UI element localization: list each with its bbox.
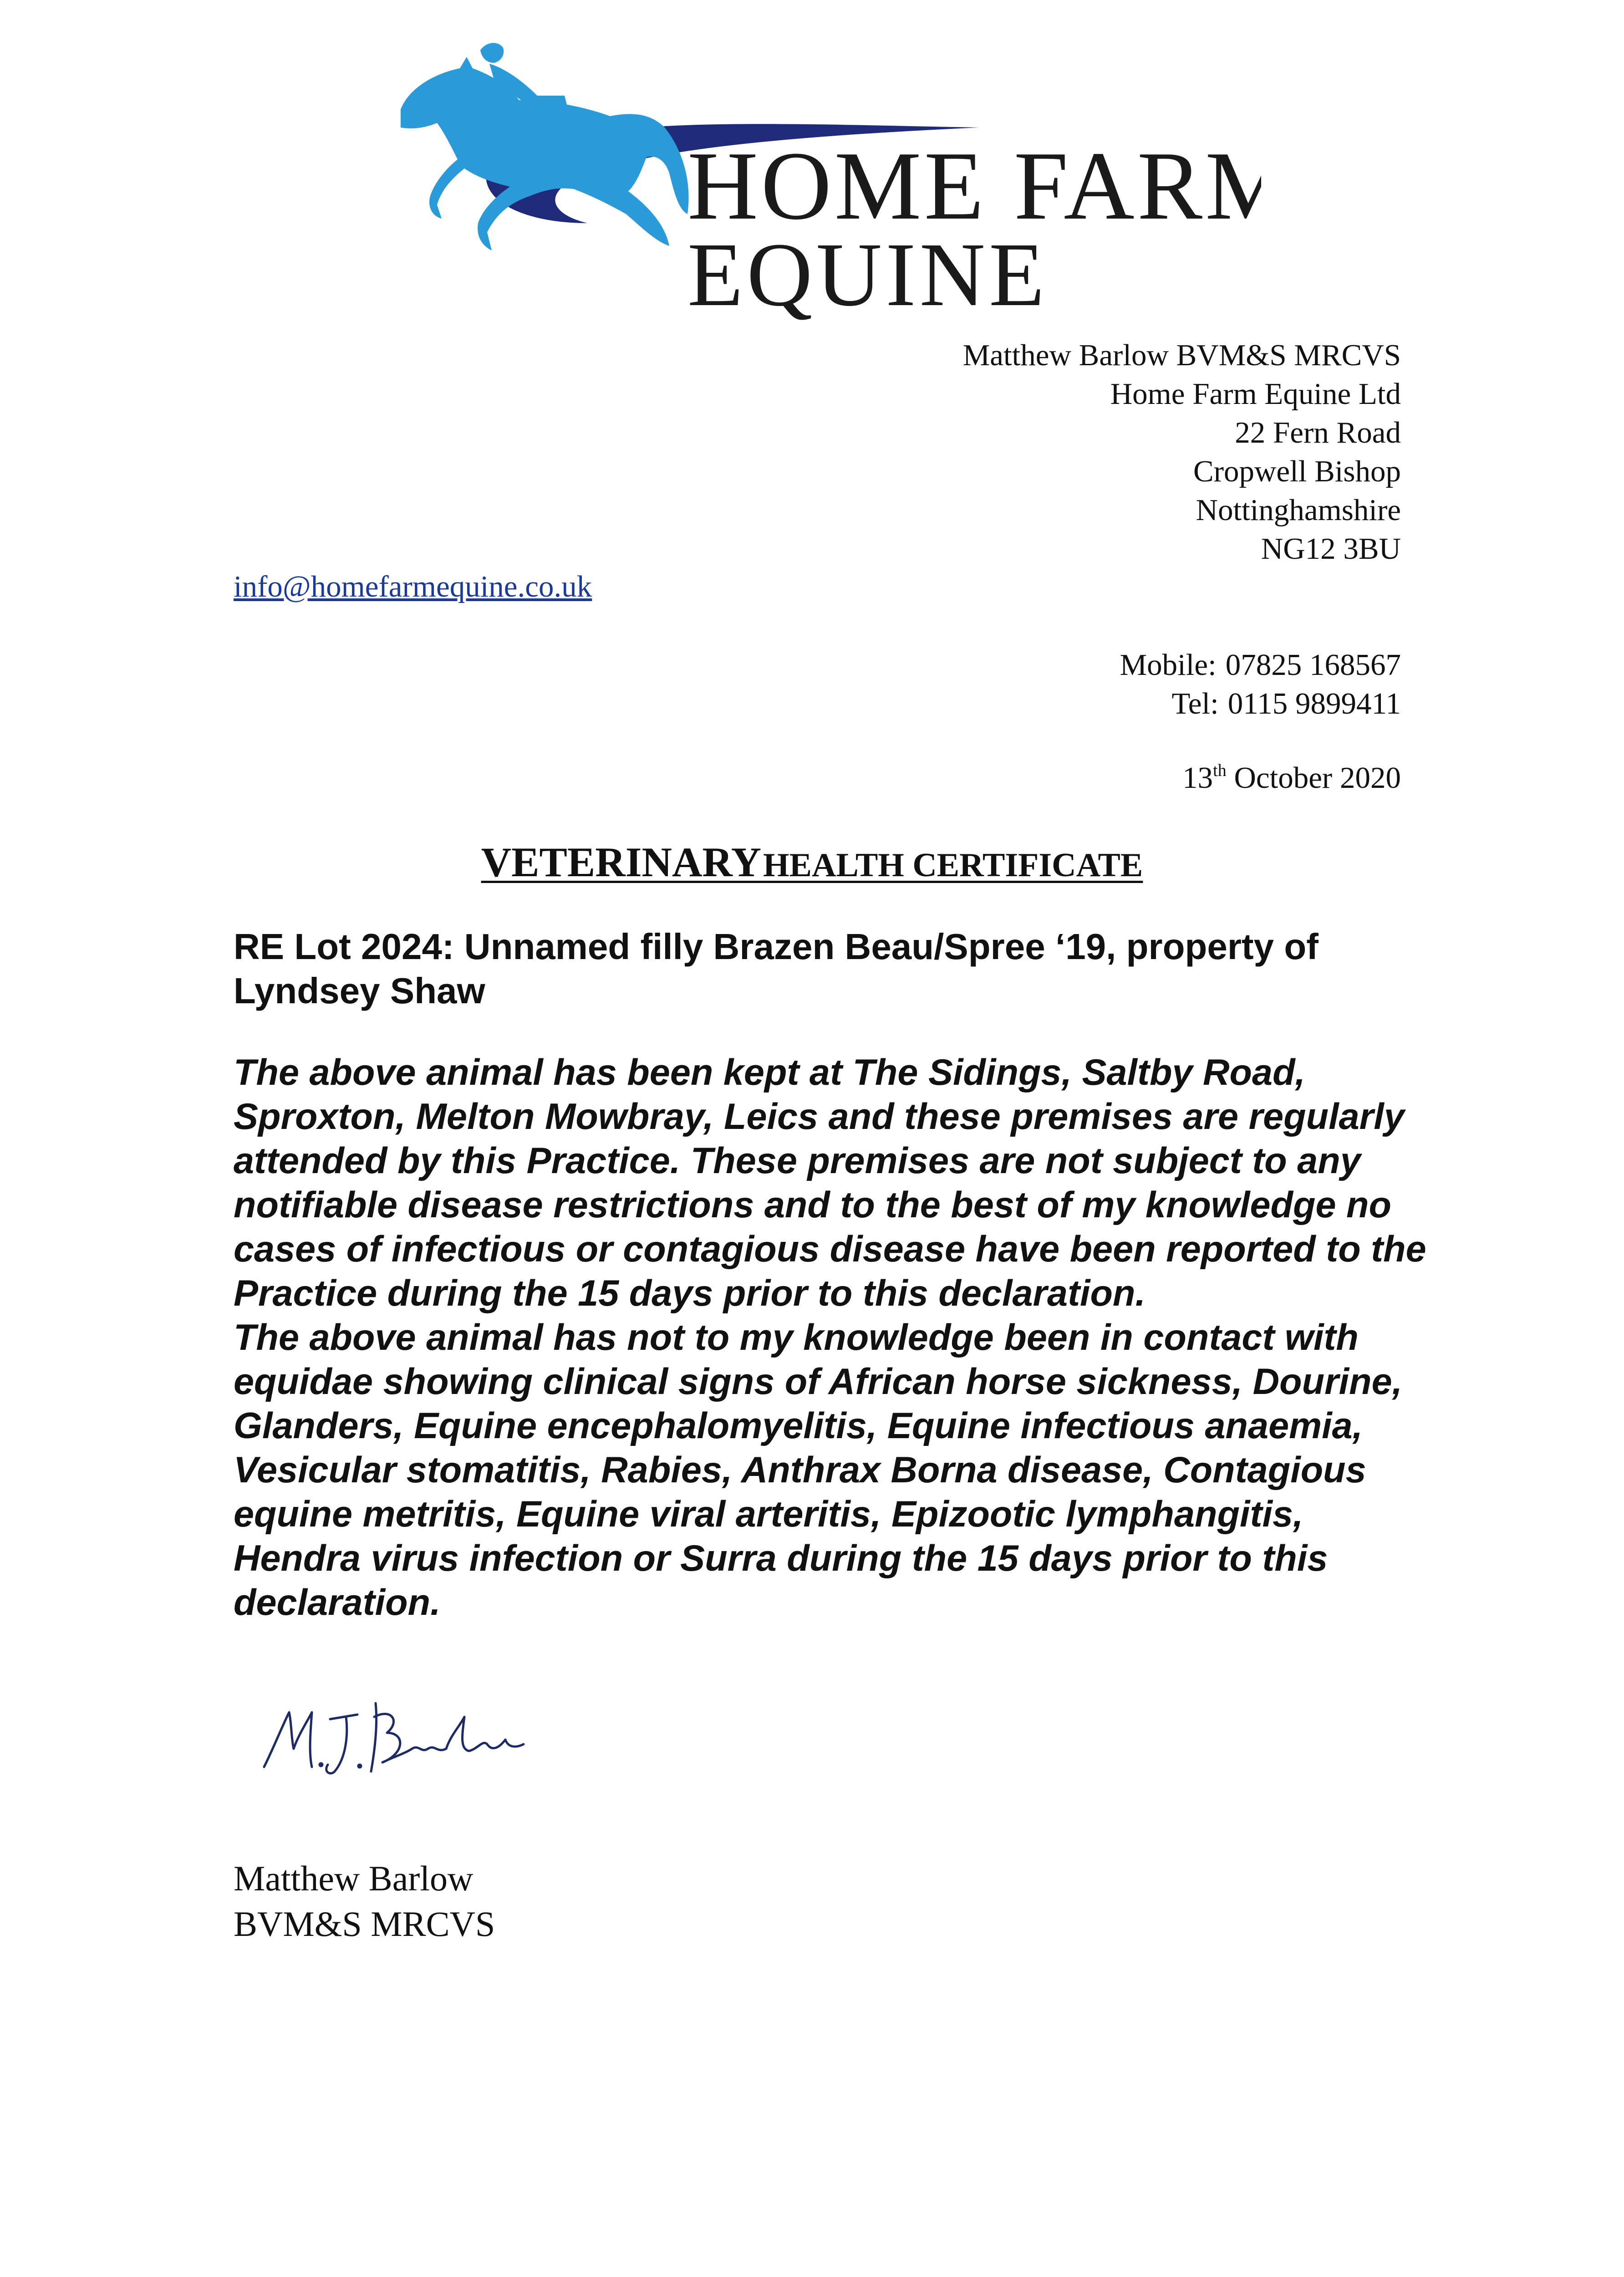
declaration-body (234, 1051, 1436, 1625)
tel-label: Tel: (1171, 687, 1219, 720)
signer-name: Matthew Barlow (234, 1858, 473, 1898)
letter-date (1182, 761, 1401, 796)
address-town: Cropwell Bishop (1193, 454, 1401, 488)
email-link[interactable]: info@homefarmequine.co.uk (234, 570, 592, 603)
re-line: RE Lot 2024: Unnamed filly Brazen Beau/Spree ‘19, property of Lyndsey Shaw (234, 926, 1319, 1011)
logo-line2: EQUINE (687, 225, 1049, 323)
sender-address (963, 336, 1401, 568)
address-street: 22 Fern Road (1235, 416, 1401, 449)
mobile-label: Mobile: (1120, 648, 1217, 682)
signer-block (234, 1856, 495, 1947)
title-word1: VETERINARY (481, 839, 762, 885)
phone-numbers (1120, 646, 1401, 723)
tel-number: 0115 9899411 (1227, 687, 1401, 720)
address-name: Matthew Barlow BVM&S MRCVS (962, 338, 1401, 372)
date-rest: October 2020 (1234, 761, 1401, 795)
home-farm-equine-logo (373, 32, 1261, 323)
certificate-title (0, 838, 1624, 886)
address-postcode: NG12 3BU (1261, 532, 1401, 566)
declaration-paragraph-1: The above animal has been kept at The Sidings, Saltby Road, Sproxton, Melton Mowbray, Leics and these premises are regularly attended by this Practice. These premises are not subject to any notifiable disease restrictions and to the best of my knowledge no cases of infectious or contagious disease have been reported to the Practice during the 15 days prior to this declaration. (234, 1052, 1426, 1314)
mobile-line (1120, 646, 1401, 684)
handwritten-signature (255, 1685, 528, 1790)
declaration-paragraph-2: The above animal has not to my knowledge been in contact with equidae showing clinical signs of African horse sickness, Dourine, Glanders, Equine encephalomyelitis, Equine infectious anaemia, Vesicular stomatitis, Rabies, Anthrax Borna disease, Contagious equine metritis, Equine viral arteritis, Epizootic lymphangitis, Hendra virus infection or Surra during the 15 days prior to this declaration. (234, 1317, 1403, 1623)
date-suffix: th (1213, 761, 1227, 780)
horse-and-rider-icon (401, 43, 689, 250)
title-rest: HEALTH CERTIFICATE (763, 847, 1143, 884)
mobile-number: 07825 168567 (1225, 648, 1401, 682)
address-company: Home Farm Equine Ltd (1110, 377, 1401, 411)
logo-line1: HOME FARM (687, 131, 1261, 240)
signer-qualifications: BVM&S MRCVS (234, 1904, 495, 1944)
date-day: 13 (1182, 761, 1213, 795)
tel-line (1120, 684, 1401, 723)
address-county: Nottinghamshire (1196, 493, 1401, 527)
